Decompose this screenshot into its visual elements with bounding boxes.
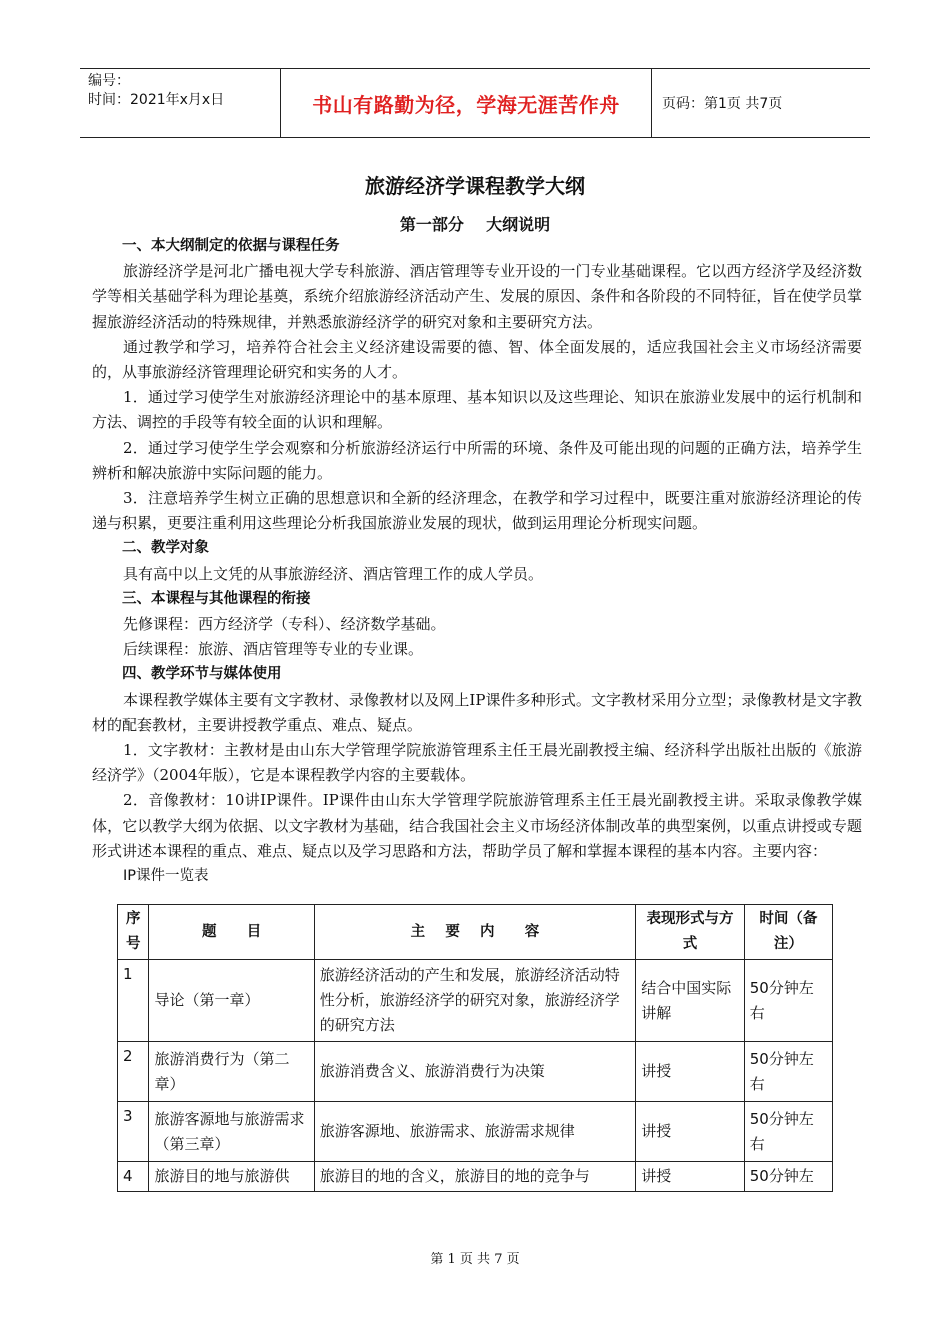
document-title: 旅游经济学课程教学大纲: [365, 174, 585, 198]
header-motto: 书山有路勤为径，学海无涯苦作舟: [280, 69, 652, 137]
row-time: 50分钟左右: [744, 1102, 832, 1162]
table-row: [118, 1042, 833, 1102]
row-topic: 旅游目的地与旅游供: [149, 1162, 314, 1192]
paragraph: 后续课程：旅游、酒店管理等专业的专业课。: [123, 640, 424, 659]
section-heading: 一、本大纲制定的依据与课程任务: [122, 238, 340, 254]
row-time: 50分钟左右: [744, 960, 832, 1042]
header-meta: [80, 69, 280, 137]
paragraph: 1．通过学习使学生对旅游经济理论中的基本原理、基本知识以及这些理论、知识在旅游业发展中的运行机制和方法、调控的手段等有较全面的认识和理解。: [92, 388, 862, 432]
row-form: 讲授: [636, 1042, 745, 1102]
paragraph: 旅游经济学是河北广播电视大学专科旅游、酒店管理等专业开设的一门专业基础课程。它以西方经济学及经济数学等相关基础学科为理论基奠，系统介绍旅游经济活动产生、发展的原因、条件和各阶段的不同特征，旨在使学员掌握旅游经济活动的特殊规律，并熟悉旅游经济学的研究对象和主要研究方法。: [92, 262, 862, 331]
page-footer: 第 1 页 共 7 页: [430, 1252, 520, 1267]
header-content: 主 要 内 容: [314, 905, 635, 960]
row-form: 讲授: [636, 1162, 745, 1192]
row-form: 讲授: [636, 1102, 745, 1162]
section-heading: 二、教学对象: [122, 540, 209, 557]
row-num: 1: [118, 960, 149, 1042]
part-subtitle: 第一部分 大纲说明: [399, 215, 551, 234]
ip-courseware-table: [117, 904, 833, 1192]
row-content: 旅游经济活动的产生和发展，旅游经济活动特性分析，旅游经济学的研究对象，旅游经济学的研究方法: [314, 960, 635, 1042]
paragraph: 3．注意培养学生树立正确的思想意识和全新的经济理念，在教学和学习过程中，既要注重对旅游经济理论的传递与积累，更要注重利用这些理论分析我国旅游业发展的现状，做到运用理论分析现实问题。: [92, 489, 862, 533]
doc-number-label: 编号：: [88, 73, 130, 89]
row-num: 2: [118, 1042, 149, 1102]
header-page-number: 页码：第1页 共7页: [662, 96, 783, 112]
table-header-row: [118, 905, 833, 960]
header-time: 时间（备注）: [744, 905, 832, 960]
row-topic: 旅游消费行为（第二章）: [149, 1042, 314, 1102]
doc-time-label: 时间：2021年x月x日: [88, 92, 225, 108]
row-time: 50分钟左: [744, 1162, 832, 1192]
paragraph: 通过教学和学习，培养符合社会主义经济建设需要的德、智、体全面发展的，适应我国社会主义市场经济需要的，从事旅游经济管理理论研究和实务的人才。: [92, 337, 862, 382]
paragraph: 具有高中以上文凭的从事旅游经济、酒店管理工作的成人学员。: [123, 564, 544, 583]
table-caption: IP课件一览表: [123, 868, 209, 885]
paragraph: 1．文字教材：主教材是由山东大学管理学院旅游管理系主任王晨光副教授主编、经济科学出版社出版的《旅游经济学》（2004年版），它是本课程教学内容的主要载体。: [92, 741, 862, 785]
row-topic: 旅游客源地与旅游需求 （第三章）: [149, 1102, 314, 1162]
paragraph: 本课程教学媒体主要有文字教材、录像教材以及网上IP课件多种形式。文字教材采用分立型；录像教材是文字教材的配套教材，主要讲授教学重点、难点、疑点。: [92, 690, 862, 734]
row-num: 3: [118, 1102, 149, 1162]
row-num: 4: [118, 1162, 149, 1192]
header-topic: 题 目: [149, 905, 314, 960]
page-header: [80, 68, 870, 138]
table-row: [118, 1102, 833, 1162]
row-content: 旅游目的地的含义，旅游目的地的竞争与: [314, 1162, 635, 1192]
section-heading: 三、本课程与其他课程的衔接: [122, 590, 311, 607]
header-num: 序号: [118, 905, 149, 960]
table-row: [118, 960, 833, 1042]
row-content: 旅游客源地、旅游需求、旅游需求规律: [314, 1102, 635, 1162]
paragraph: 2．通过学习使学生学会观察和分析旅游经济运行中所需的环境、条件及可能出现的问题的正确方法，培养学生辨析和解决旅游中实际问题的能力。: [92, 438, 862, 482]
row-content: 旅游消费含义、旅游消费行为决策: [314, 1042, 635, 1102]
row-time: 50分钟左右: [744, 1042, 832, 1102]
table-row: [118, 1162, 833, 1192]
paragraph: 先修课程：西方经济学（专科）、经济数学基础。: [123, 615, 446, 634]
section-heading: 四、教学环节与媒体使用: [122, 666, 282, 683]
document-body: [92, 234, 862, 889]
paragraph: 2．音像教材：10讲IP课件。IP课件由山东大学管理学院旅游管理系主任王晨光副教授主讲。采取录像教学媒体，它以教学大纲为依据、以文字教材为基础，结合我国社会主义市场经济体制改革的典型案例，以重点讲授或专题形式讲述本课程的重点、难点、疑点以及学习思路和方法，帮助学员了解和掌握本课程的基本内容。主要内容：: [92, 791, 862, 860]
header-form: 表现形式与方式: [636, 905, 745, 960]
row-topic: 导论（第一章）: [149, 960, 314, 1042]
row-form: 结合中国实际讲解: [636, 960, 745, 1042]
